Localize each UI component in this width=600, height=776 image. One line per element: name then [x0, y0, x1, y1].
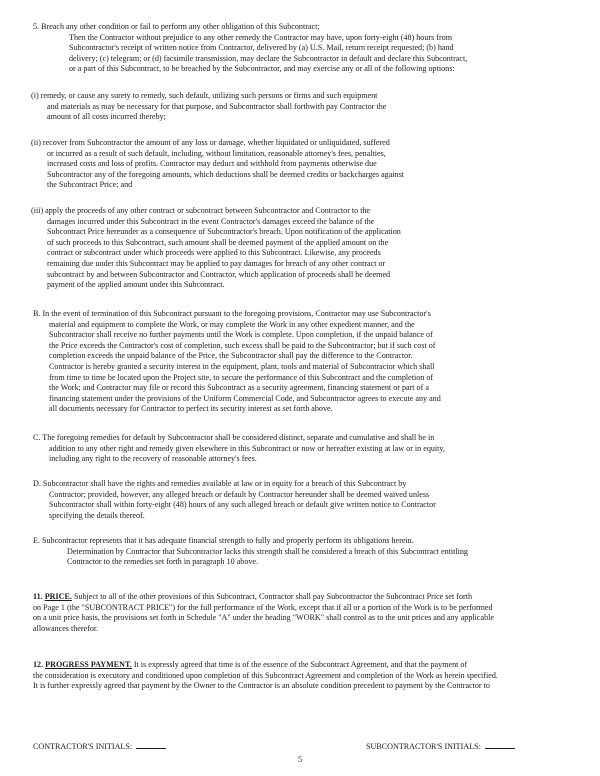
section-11-first-line: Subject to all of the other provisions of this Subcontract, Contractor shall pay Subcontractor the Subcontract Price set forth [71, 592, 473, 601]
contractor-initials-label: CONTRACTOR'S INITIALS: [33, 742, 133, 751]
paragraph-d [33, 479, 569, 521]
option-iii-line: damages incurred under this Subcontract in the event Contractor's damages exceed the balance of the [47, 216, 375, 226]
paragraph-c-line: including any right to the recovery of reasonable attorney's fees. [49, 454, 257, 464]
section-12-line: the consideration is executory and conditioned upon completion of this Subcontract Agreement and completion of the Work as herein specified. [33, 670, 498, 680]
subcontractor-initials [366, 741, 515, 753]
section-11 [33, 592, 569, 634]
subcontractor-initials-label: SUBCONTRACTOR'S INITIALS: [366, 742, 481, 751]
contractor-initials-blank[interactable] [136, 741, 166, 749]
option-i-line: (i) remedy, or cause any surety to remedy, such default, utilizing such persons or firms and such equipment [31, 91, 378, 100]
section-12-number: 12. [33, 660, 44, 669]
option-iii-line: contract or subcontract under which proceeds were applied to this Subcontract. Likewise, any proceeds [47, 248, 381, 258]
paragraph-b-line: completion exceeds the unpaid balance of the Price, the Subcontractor shall pay the difference to the Contractor. [49, 351, 413, 361]
paragraph-b-line: the Work; and Contractor may file or record this Subcontract as a security agreement, financing statement or part of a [49, 383, 429, 393]
option-ii-line: the Subcontract Price; and [47, 180, 133, 190]
paragraph-b-line: financing statement under the provisions of the Uniform Commercial Code, and Subcontractor agrees to execute any and [49, 393, 441, 403]
paragraph-b-line: from time to time be located upon the Project site, to secure the performance of this Subcontract and the completion of [49, 372, 434, 382]
paragraph-b-line: all documents necessary for Contractor to perfect its security interest as set forth above. [49, 404, 333, 414]
paragraph-d-line: Subcontractor shall within forty-eight (48) hours of any such alleged breach or default give written notice to Contractor [49, 500, 436, 510]
option-ii-line: or incurred as a result of such default, including, without limitation, reasonable attorney's fees, penalties, [47, 148, 386, 158]
section-5-line: 5. Breach any other condition or fail to perform any other obligation of this Subcontract; [33, 22, 320, 31]
paragraph-e-line: Contractor to the remedies set forth in paragraph 10 above. [67, 557, 259, 567]
paragraph-b [33, 309, 569, 415]
paragraph-d-line: D. Subcontractor shall have the rights and remedies available at law or in equity for a breach of this Subcontract by [33, 479, 407, 488]
paragraph-c-line: addition to any other right and remedy given elsewhere in this Subcontract or now or hereafter existing at law or in equity, [49, 443, 445, 453]
option-iii [31, 206, 567, 291]
section-11-heading: PRICE. [44, 592, 72, 601]
option-i-line: and materials as may be necessary for that purpose, and Subcontractor shall forthwith pay Contractor the [47, 101, 387, 111]
section-5-line: Then the Contractor without prejudice to any other remedy the Contractor may have, upon forty-eight (48) hours from [69, 32, 452, 42]
section-5 [33, 22, 569, 75]
section-12-first-line: It is expressly agreed that time is of the essence of the Subcontract Agreement, and that the payment of [131, 660, 468, 669]
section-12 [33, 660, 569, 692]
paragraph-d-line: Contractor; provided, however, any alleged breach or default by Contractor hereunder shall be deemed waived unless [49, 489, 430, 499]
page-number: 5 [297, 755, 303, 764]
paragraph-c-line: C. The foregoing remedies for default by Subcontractor shall be considered distinct, separate and cumulative and shall be in [33, 433, 435, 442]
option-iii-line: (iii) apply the proceeds of any other contract or subcontract between Subcontractor and Contractor to the [31, 206, 371, 215]
paragraph-b-line: the Price exceeds the Contractor's cost of completion, such excess shall be paid to the Subcontractor; but if such cost of [49, 340, 436, 350]
section-11-line: allowances therefor. [33, 623, 99, 633]
paragraph-e [33, 536, 569, 568]
paragraph-b-line: Contractor is hereby granted a security interest in the equipment, plant, tools and material of Subcontractor which shall [49, 361, 435, 371]
paragraph-b-line: B. In the event of termination of this Subcontract pursuant to the foregoing provisions, Contractor may use Subcontractor's [33, 309, 431, 318]
option-ii [31, 138, 567, 191]
option-i [31, 91, 567, 123]
section-5-line: Subcontractor's receipt of written notice from Contractor, delivered by (a) U.S. Mail, return receipt requested; (b) hand [69, 43, 454, 53]
paragraph-c [33, 433, 569, 465]
section-12-heading: PROGRESS PAYMENT. [45, 660, 132, 669]
paragraph-d-line: specifying the details thereof. [49, 510, 145, 520]
section-11-number: 11. [33, 592, 43, 601]
subcontractor-initials-blank[interactable] [485, 741, 515, 749]
option-iii-line: subcontract by and between Subcontractor and Contractor, which application of proceeds shall be deemed [47, 269, 391, 279]
option-iii-line: remaining due under this Subcontract may be applied to pay damages for breach of any other contract or [47, 258, 386, 268]
option-ii-line: increased costs and loss of profits. Contractor may deduct and withhold from payments otherwise due [47, 159, 377, 169]
section-5-line: delivery; (c) telegram; or (d) facsimile transmission, may declare the Subcontractor in default and declare this Subcontract, [69, 53, 468, 63]
paragraph-b-line: material and equipment to complete the Work, or may complete the Work in any other expedient manner, and the [49, 319, 415, 329]
paragraph-b-line: Subcontractor shall receive no further payments until the Work is complete. Upon completion, if the unpaid balance of [49, 330, 433, 340]
section-12-line: It is further expressly agreed that payment by the Owner to the Contractor is an absolute condition precedent to payment by the Contractor to [33, 681, 490, 691]
section-12-line [33, 660, 569, 671]
option-i-line: amount of all costs incurred thereby; [47, 112, 166, 122]
section-5-line: or a part of this Subcontract, to be breached by the Subcontractor, and may exercise any or all of the following options: [69, 64, 455, 74]
section-11-line: on Page 1 (the "SUBCONTRACT PRICE") for the full performance of the Work, except that if all or a portion of the Work is to be performed [33, 602, 493, 612]
option-iii-line: of such proceeds to this Subcontract, such amount shall be deemed payment of the applied amount on the [47, 237, 389, 247]
option-ii-line: Subcontractor any of the foregoing amounts, which deductions shall be deemed credits or backcharges against [47, 169, 404, 179]
paragraph-e-line: Determination by Contractor that Subcontractor lacks this strength shall be considered a breach of this Subcontract entitling [67, 546, 468, 556]
option-iii-line: Subcontract Price hereunder as a consequence of Subcontractor's breach. Upon notification of the application [47, 227, 401, 237]
paragraph-e-line: E. Subcontractor represents that it has adequate financial strength to fully and properly perform its obligations herein. [33, 536, 414, 545]
contractor-initials [33, 741, 166, 753]
section-11-line [33, 592, 569, 603]
option-ii-line: (ii) recover from Subcontractor the amount of any loss or damage, whether liquidated or unliquidated, suffered [31, 138, 390, 147]
option-iii-line: payment of the applied amount under this Subcontract. [47, 280, 225, 290]
section-11-line: on a unit price basis, the provisions set forth in Schedule "A" under the heading "WORK" shall control as to the unit prices and any applicable [33, 613, 494, 623]
